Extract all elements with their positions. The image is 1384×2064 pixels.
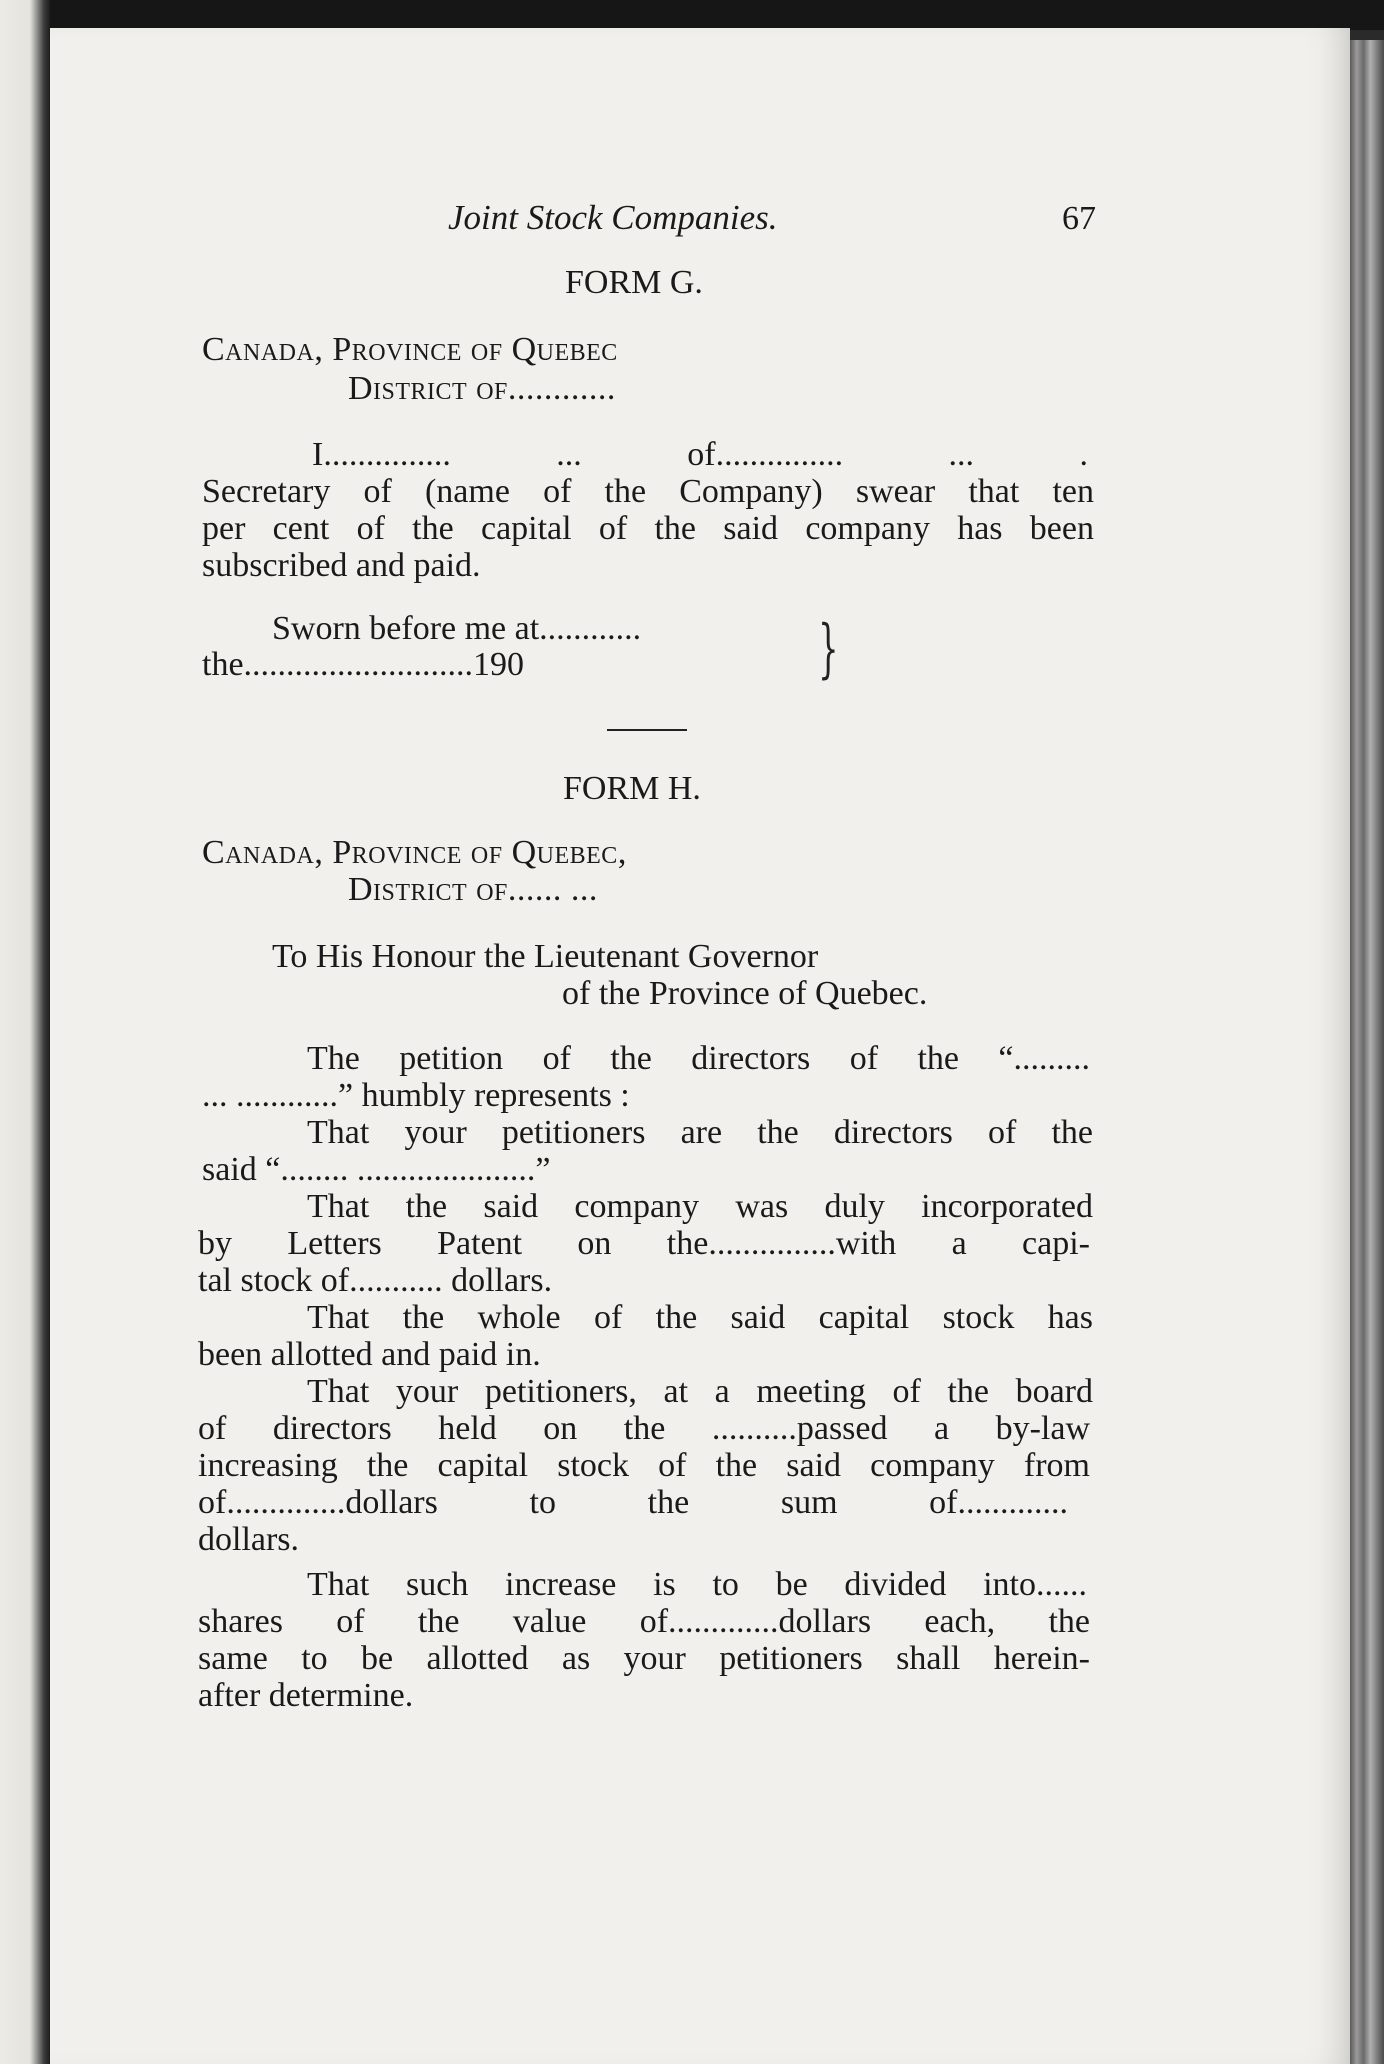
form-h-address-line: of the Province of Quebec.	[562, 975, 928, 1012]
form-g-date-line: the...........................190	[202, 646, 525, 683]
form-h-line: dollars.	[198, 1521, 300, 1558]
form-h-line: said “........ .....................”	[202, 1151, 551, 1188]
form-h-line: That your petitioners are the directors of the	[307, 1114, 1093, 1151]
form-h-line: shares of the value of.............dollars each, the	[198, 1603, 1090, 1640]
form-g-title: FORM G.	[565, 264, 703, 301]
form-h-line: tal stock of........... dollars.	[198, 1262, 553, 1299]
form-g-body-line: per cent of the capital of the said company has been	[202, 510, 1094, 547]
form-h-line: increasing the capital stock of the said company from	[198, 1447, 1090, 1484]
form-h-line: That such increase is to be divided into......	[307, 1566, 1087, 1603]
form-g-jurisdiction: Canada, Province of Quebec	[202, 331, 618, 368]
form-h-line: been allotted and paid in.	[198, 1336, 541, 1373]
form-h-line: by Letters Patent on the...............with a capi-	[198, 1225, 1090, 1262]
form-h-line: of..............dollars to the sum of.............	[198, 1484, 1068, 1521]
form-h-line: The petition of the directors of the “.........	[307, 1040, 1090, 1077]
facing-page-edge	[0, 0, 50, 2064]
scan-top-border	[0, 0, 1384, 30]
page-stack-edge	[1350, 40, 1384, 2064]
form-g-district: District of............	[348, 370, 616, 407]
form-h-line: of directors held on the ..........passed a by-law	[198, 1410, 1090, 1447]
page-number: 67	[1062, 200, 1096, 237]
form-g-body-line: subscribed and paid.	[202, 547, 481, 584]
form-h-line: after determine.	[198, 1677, 414, 1714]
form-g-sworn-line: Sworn before me at............	[272, 610, 642, 647]
form-h-line: That the said company was duly incorporated	[307, 1188, 1093, 1225]
brace-mark: }	[818, 612, 839, 686]
form-h-district: District of...... ...	[348, 871, 598, 908]
form-h-address-line: To His Honour the Lieutenant Governor	[272, 938, 819, 975]
form-g-body-line: Secretary of (name of the Company) swear that ten	[202, 473, 1094, 510]
form-h-line: That your petitioners, at a meeting of the board	[307, 1373, 1093, 1410]
form-h-jurisdiction: Canada, Province of Quebec,	[202, 834, 627, 871]
form-h-line: That the whole of the said capital stock has	[307, 1299, 1093, 1336]
section-divider	[607, 729, 687, 731]
form-h-line: ... ............” humbly represents :	[202, 1077, 630, 1114]
form-h-title: FORM H.	[563, 770, 701, 807]
form-h-line: same to be allotted as your petitioners shall herein-	[198, 1640, 1090, 1677]
running-title: Joint Stock Companies.	[448, 198, 778, 237]
form-g-oath-line: I............... ... of............... ... .	[312, 436, 1088, 473]
